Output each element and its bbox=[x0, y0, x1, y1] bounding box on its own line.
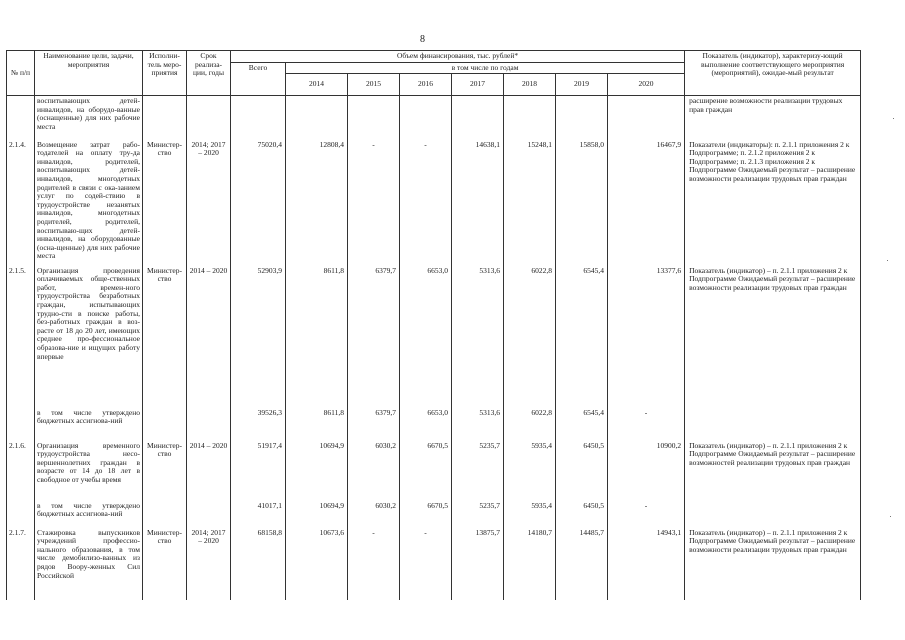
row-total: 68158,8 bbox=[231, 528, 286, 600]
row-number bbox=[7, 408, 35, 441]
row-year-value: 6030,2 bbox=[348, 441, 400, 501]
table-row bbox=[7, 441, 861, 501]
row-number: 2.1.5. bbox=[7, 266, 35, 408]
row-name: Стажировка выпускников учреждений профессио-нального образования, в том числе демобилизо-ванных из рядов Воору-женных Сил Российской bbox=[35, 528, 143, 600]
row-year-value bbox=[556, 96, 608, 140]
row-year-value bbox=[452, 96, 504, 140]
row-year-value: 10900,2 bbox=[608, 441, 685, 501]
row-indicator: расширение возможности реализации трудовых прав граждан bbox=[685, 96, 861, 140]
row-term: 2014; 2017 – 2020 bbox=[187, 140, 231, 266]
header-indicator: Показатель (индикатор), характеризу-ющий выполнение соответствующего мероприятия (мероприятий), ожидае-мый результат bbox=[685, 51, 861, 96]
table-row bbox=[7, 408, 861, 441]
row-executor: Министер-ство bbox=[143, 441, 187, 501]
row-year-value: - bbox=[348, 528, 400, 600]
row-year-value: 5235,7 bbox=[452, 441, 504, 501]
row-number: 2.1.7. bbox=[7, 528, 35, 600]
row-term: 2014 – 2020 bbox=[187, 441, 231, 501]
row-executor: Министер-ство bbox=[143, 140, 187, 266]
row-year-value bbox=[504, 96, 556, 140]
row-year-value: - bbox=[348, 140, 400, 266]
row-year-value: 6450,5 bbox=[556, 501, 608, 528]
row-number bbox=[7, 501, 35, 528]
header-year: 2016 bbox=[400, 74, 452, 96]
row-year-value: 14638,1 bbox=[452, 140, 504, 266]
row-year-value: 10673,6 bbox=[286, 528, 348, 600]
row-year-value: 6379,7 bbox=[348, 266, 400, 408]
row-year-value bbox=[286, 96, 348, 140]
header-term: Срок реализа-ции, годы bbox=[187, 51, 231, 96]
row-number bbox=[7, 96, 35, 140]
header-num: № п/п bbox=[7, 51, 35, 96]
row-year-value bbox=[348, 96, 400, 140]
row-executor: Министер-ство bbox=[143, 528, 187, 600]
row-term: 2014; 2017 – 2020 bbox=[187, 528, 231, 600]
row-year-value: 14180,7 bbox=[504, 528, 556, 600]
row-name: Возмещение затрат рабо-тодателей на оплату тру-да инвалидов, родителей, воспитывающих детей-инвалидов, многодетных родителей в связи с ока-занием услуг по содей-ствию в трудоустройстве незанятых инвалидов, многодетных родителей, родителей, воспитываю-щих детей-инвалидов, на оборудованные (осна-щенные) для них рабочие места bbox=[35, 140, 143, 266]
row-executor bbox=[143, 96, 187, 140]
header-year: 2018 bbox=[504, 74, 556, 96]
row-year-value: 6022,8 bbox=[504, 408, 556, 441]
row-total: 52903,9 bbox=[231, 266, 286, 408]
row-year-value: - bbox=[400, 528, 452, 600]
row-indicator: Показатель (индикатор) – п. 2.1.1 приложения 2 к Подпрограмме Ожидаемый результат – расширение возможности реализации трудовых прав граждан bbox=[685, 266, 861, 408]
row-total bbox=[231, 96, 286, 140]
table-row bbox=[7, 140, 861, 266]
row-name: в том числе утверждено бюджетных ассигнова-ний bbox=[35, 408, 143, 441]
row-year-value: 10694,9 bbox=[286, 441, 348, 501]
table-row bbox=[7, 266, 861, 408]
row-year-value: 13377,6 bbox=[608, 266, 685, 408]
financing-table bbox=[6, 50, 861, 600]
scan-speck bbox=[893, 118, 894, 119]
row-name: Организация временного трудоустройства несо-вершеннолетних граждан в возрасте от 14 до 18 лет в свободное от учебы время bbox=[35, 441, 143, 501]
row-name: в том числе утверждено бюджетных ассигнова-ний bbox=[35, 501, 143, 528]
row-year-value: - bbox=[400, 140, 452, 266]
header-year: 2020 bbox=[608, 74, 685, 96]
row-number: 2.1.4. bbox=[7, 140, 35, 266]
row-year-value: 6022,8 bbox=[504, 266, 556, 408]
row-year-value: 14485,7 bbox=[556, 528, 608, 600]
page-number: 8 bbox=[420, 34, 425, 45]
row-executor: Министер-ство bbox=[143, 266, 187, 408]
row-executor bbox=[143, 501, 187, 528]
row-name: Организация проведения оплачиваемых обще-ственных работ, времен-ного трудоустройства безработных граждан, испытывающих трудно-сти в поиске работы, без-работных граждан в воз-расте от 18 до 20 лет, имеющих среднее про-фессиональное образова-ние и ищущих работу впервые bbox=[35, 266, 143, 408]
table-row bbox=[7, 96, 861, 140]
row-year-value: 8611,8 bbox=[286, 266, 348, 408]
row-term bbox=[187, 408, 231, 441]
header-by-years: в том числе по годам bbox=[286, 62, 685, 74]
header-total: Всего bbox=[231, 62, 286, 96]
row-year-value: 6545,4 bbox=[556, 266, 608, 408]
row-year-value: - bbox=[608, 501, 685, 528]
row-year-value: 6653,0 bbox=[400, 408, 452, 441]
row-year-value: 6670,5 bbox=[400, 441, 452, 501]
row-year-value: 5935,4 bbox=[504, 441, 556, 501]
row-indicator: Показатели (индикаторы): п. 2.1.1 приложения 2 к Подпрограмме; п. 2.1.2 приложения 2 к Подпрограмме; п. 2.1.3 приложения 2 к Подпрограмме Ожидаемый результат – расширение возможности реализации трудовых прав граждан bbox=[685, 140, 861, 266]
row-number: 2.1.6. bbox=[7, 441, 35, 501]
row-year-value: 13875,7 bbox=[452, 528, 504, 600]
row-term bbox=[187, 96, 231, 140]
row-year-value: 5313,6 bbox=[452, 408, 504, 441]
scan-speck bbox=[887, 260, 888, 261]
row-name: воспитывающих детей-инвалидов, на оборудо-ванные (оснащенные) для них рабочие места bbox=[35, 96, 143, 140]
header-year: 2014 bbox=[286, 74, 348, 96]
row-year-value: 8611,8 bbox=[286, 408, 348, 441]
row-year-value: 5313,6 bbox=[452, 266, 504, 408]
row-year-value: 15248,1 bbox=[504, 140, 556, 266]
header-executor: Исполни-тель меро-приятия bbox=[143, 51, 187, 96]
row-year-value bbox=[400, 96, 452, 140]
row-indicator: Показатель (индикатор) – п. 2.1.1 приложения 2 к Подпрограмме Ожидаемый результат – расширение возможности реализации трудовых прав граждан bbox=[685, 528, 861, 600]
row-year-value: 6670,5 bbox=[400, 501, 452, 528]
row-year-value: 15858,0 bbox=[556, 140, 608, 266]
row-indicator bbox=[685, 408, 861, 441]
row-year-value: 14943,1 bbox=[608, 528, 685, 600]
row-total: 75020,4 bbox=[231, 140, 286, 266]
row-year-value: 16467,9 bbox=[608, 140, 685, 266]
row-total: 39526,3 bbox=[231, 408, 286, 441]
row-year-value: 5935,4 bbox=[504, 501, 556, 528]
row-year-value: 6030,2 bbox=[348, 501, 400, 528]
row-year-value: 6450,5 bbox=[556, 441, 608, 501]
row-total: 41017,1 bbox=[231, 501, 286, 528]
row-year-value: 6545,4 bbox=[556, 408, 608, 441]
row-year-value: 5235,7 bbox=[452, 501, 504, 528]
row-term: 2014 – 2020 bbox=[187, 266, 231, 408]
row-indicator: Показатель (индикатор) – п. 2.1.1 приложения 2 к Подпрограмме Ожидаемый результат – расширение возможностей реализации трудовых прав граждан bbox=[685, 441, 861, 501]
row-year-value: 6379,7 bbox=[348, 408, 400, 441]
row-year-value: 6653,0 bbox=[400, 266, 452, 408]
row-year-value: 10694,9 bbox=[286, 501, 348, 528]
row-year-value bbox=[608, 96, 685, 140]
row-year-value: - bbox=[608, 408, 685, 441]
header-year: 2017 bbox=[452, 74, 504, 96]
header-name: Наименование цели, задачи, мероприятия bbox=[35, 51, 143, 96]
header-year: 2015 bbox=[348, 74, 400, 96]
row-executor bbox=[143, 408, 187, 441]
row-term bbox=[187, 501, 231, 528]
row-indicator bbox=[685, 501, 861, 528]
header-financing: Объем финансирования, тыс. рублей* bbox=[231, 51, 685, 63]
row-total: 51917,4 bbox=[231, 441, 286, 501]
header-year: 2019 bbox=[556, 74, 608, 96]
row-year-value: 12808,4 bbox=[286, 140, 348, 266]
table-row bbox=[7, 501, 861, 528]
scan-speck bbox=[890, 516, 891, 517]
table-row bbox=[7, 528, 861, 600]
